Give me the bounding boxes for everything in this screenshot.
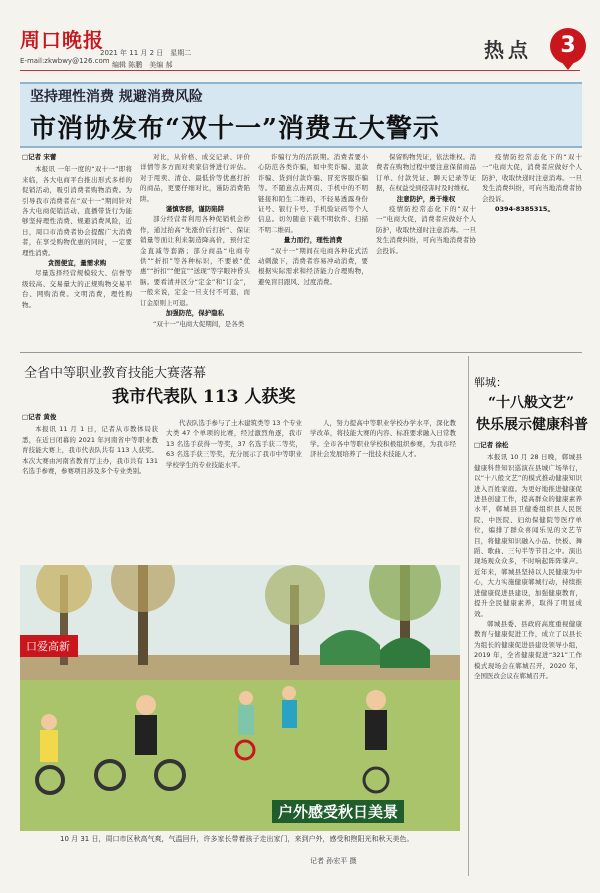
article3-text: 本报讯 10 月 28 日晚，郸城县健康科普知识巡演在县城广场举行，以“十八般文艺”的模式推动健康知识进入百姓家庭。为更好地推进健康促进县创建工作，提高群众的健康素养水平，郸城县卫健委组织县人民医院、中医院、妇幼保健院等医疗单位，编排了群众喜闻乐见的文艺节目，将健康知识融入小品、快板、舞蹈、歌曲、三句半等节目之中。演出现场观众众多，不时响起阵阵掌声。近年来，郸城县坚持以人民健康为中心，大力实施健康郸城行动，持续推进健康促进县建设，加强健康教育，提升全民健康素养，取得了明显成效。 <box>474 453 582 618</box>
article3-title-line2: 快乐展示健康科普 <box>476 417 588 433</box>
photo-title: 户外感受秋日美景 <box>272 800 404 823</box>
article2-column-1 <box>22 412 158 558</box>
article1-title: 市消协发布“双十一”消费五大警示 <box>30 114 440 144</box>
article1-subhead: 贪图便宜，量需求购 <box>47 259 107 268</box>
sign-text: 口爱高新 <box>26 640 70 653</box>
article1-text: “双十一”期间在电商各种花式活动刺激下，消费者容易冲动消费，要根据实际需求和经济能力合理购物，避免盲目跟风、过度消费。 <box>258 246 368 286</box>
article1-text: “双十一”电商大促期间，是各类 <box>153 319 245 328</box>
article1-subtitle: 坚持理性消费 规避消费风险 <box>30 89 203 105</box>
news-photo <box>20 565 460 831</box>
article1-text: 疫情防控常态化下的“双十一”电商大促，消费者应做好个人防护，收取快递时注意消毒。一旦发生消费纠纷，可向当地消费者协会投诉。 <box>482 153 582 203</box>
newspaper-logo: 周口晚报 <box>20 28 104 52</box>
article1-text: 部分经营者利用各种促销机会炒作，通过抬高“先涨价后打折”、保证销量等面让利来制造降高价，预付定金直减等套路；部分商品“电商专供”“折扣”等各种标识，不要被“优惠”“折扣”“便宜”“送现”等字眼冲昏头脑。要看清并区分“定金”和“订金”，一般来说，定金一旦支付不可退，而订金原则上可退。 <box>140 215 250 307</box>
editors: 编辑 陈鹏 美编 郝 <box>112 61 173 69</box>
article1-column-5 <box>482 152 582 348</box>
article1-subhead: 量力而行，理性消费 <box>283 236 343 245</box>
article1-subhead: 注意防护，勇于维权 <box>396 194 456 203</box>
article2-title: 我市代表队 113 人获奖 <box>112 387 296 407</box>
article1-column-4 <box>376 152 476 348</box>
photo-credit: 记者 孙宏平 摄 <box>310 857 357 865</box>
section-title: 热点 <box>484 38 532 62</box>
article1-column-3 <box>258 152 368 348</box>
article1-text: 尽量选择经营规模较大、信誉等级较高、交易量大的正规购物交易平台、网购消费。文明消费，理性购物。 <box>22 269 132 309</box>
article2-byline: □记者 黄俊 <box>22 413 57 421</box>
article3-body <box>474 440 582 870</box>
article2-column-2 <box>166 418 302 558</box>
badge-pointer <box>560 60 576 70</box>
top-rule <box>20 70 580 71</box>
article1-text: 对比，从价格、成交记录、评价详情等多方面对卖家信誉进行评估。对于甩卖、清仓、最低价等优惠打折的商品，更要仔细对比，谨防消费陷阱。 <box>140 153 250 203</box>
article1-column-2 <box>140 152 250 348</box>
photo-caption: 10 月 31 日，周口市区秋高气爽，气温回升，许多家长带着孩子走出家门，来到户外，感受和煦阳光和秋天美色。 <box>60 835 414 843</box>
park-scene-illustration <box>20 565 460 831</box>
article1-text: 保留购物凭证，依法维权。消费者在购物过程中要注意保留商品订单、付款凭证、聊天记录等证据，在权益受到侵害时及时维权。 <box>376 153 476 193</box>
article1-text: 本报讯 一年一度的“双十一”即将来临，各大电商平台推出形式多样的促销活动，吸引消费者购物消费。为引导我市消费者在“双十一”期间针对各大电商促销活动、直播带货行为能够坚持理性消费、规避消费风险，近日，周口市消费者协会提醒广大消费者，在享受购物优惠的同时，一定要理性消费。 <box>22 165 132 257</box>
article1-byline: □记者 宋蕾 <box>22 153 57 161</box>
article3-text: 郸城县委、县政府高度重视健康教育与健康促进工作，成立了以县长为组长的健康促进县建设领导小组，2019 年，全省健康促进“321”工作模式现场会在郸城召开，2020 年，全国医改会议在郸城召开。 <box>474 619 582 680</box>
article3-byline: □记者 徐松 <box>474 441 509 449</box>
article1-column-1 <box>22 152 132 348</box>
contact-number: 0394-8385315。 <box>495 205 554 214</box>
article1-subhead: 谨慎客群，谨防陷阱 <box>165 205 225 214</box>
article1-text: 诈骗行为的活跃期。消费者要小心防范各类诈骗，如中奖诈骗、退款诈骗、货到付款诈骗、冒充客服诈骗等。不随意点击网页、手机中的不明链接和陌生二维码，不轻易透露身份证号、银行卡号、手机验证码等个人信息。切勿随意下载不明软件、扫描不明二维码。 <box>258 153 368 234</box>
page-number-badge: 3 <box>550 28 586 64</box>
issue-date: 2021 年 11 月 2 日 星期二 <box>100 49 192 57</box>
article2-subtitle: 全省中等职业教育技能大赛落幕 <box>24 366 207 381</box>
article3-place: 郸城： <box>474 376 507 389</box>
email: E-mail:zkwbwy@126.com <box>20 57 110 65</box>
article2-text: 本报讯 11 月 1 日，记者从市教体局获悉，在近日闭幕的 2021 年河南省中等职业教育技能大赛上，我市代表队共有 113 人获奖。本次大赛由河南省教育厅主办，我市共有 131 名选手参赛，参赛项目涉及多个专业类别。 <box>22 425 158 476</box>
article1-text: 疫情防控常态化下的“双十一”电商大促，消费者应做好个人防护，收取快递时注意消毒。一旦发生消费纠纷，可向当地消费者协会投诉。 <box>376 205 476 255</box>
article2-column-3 <box>310 418 456 558</box>
article3-title-line1: “十八般文艺” <box>488 395 575 411</box>
section-divider <box>20 352 582 353</box>
article2-text: 人，努力提高中等职业学校办学水平，深化教学改革，将技能大赛的内容、标准要求融入日常教学。全市各中等职业学校积极组织参赛，为我市经济社会发展培养了一批技术技能人才。 <box>310 419 456 459</box>
article1-subhead: 加强防范，保护隐私 <box>165 309 225 318</box>
article2-text: 代表队选手参与了土木建筑类等 13 个专业大类 47 个单项的比赛，经过激烈角逐，我市 13 名选手获得一等奖，37 名选手获二等奖，63 名选手获三等奖，充分展示了我市中等职业学校学生的专业技能水平。 <box>166 419 302 469</box>
